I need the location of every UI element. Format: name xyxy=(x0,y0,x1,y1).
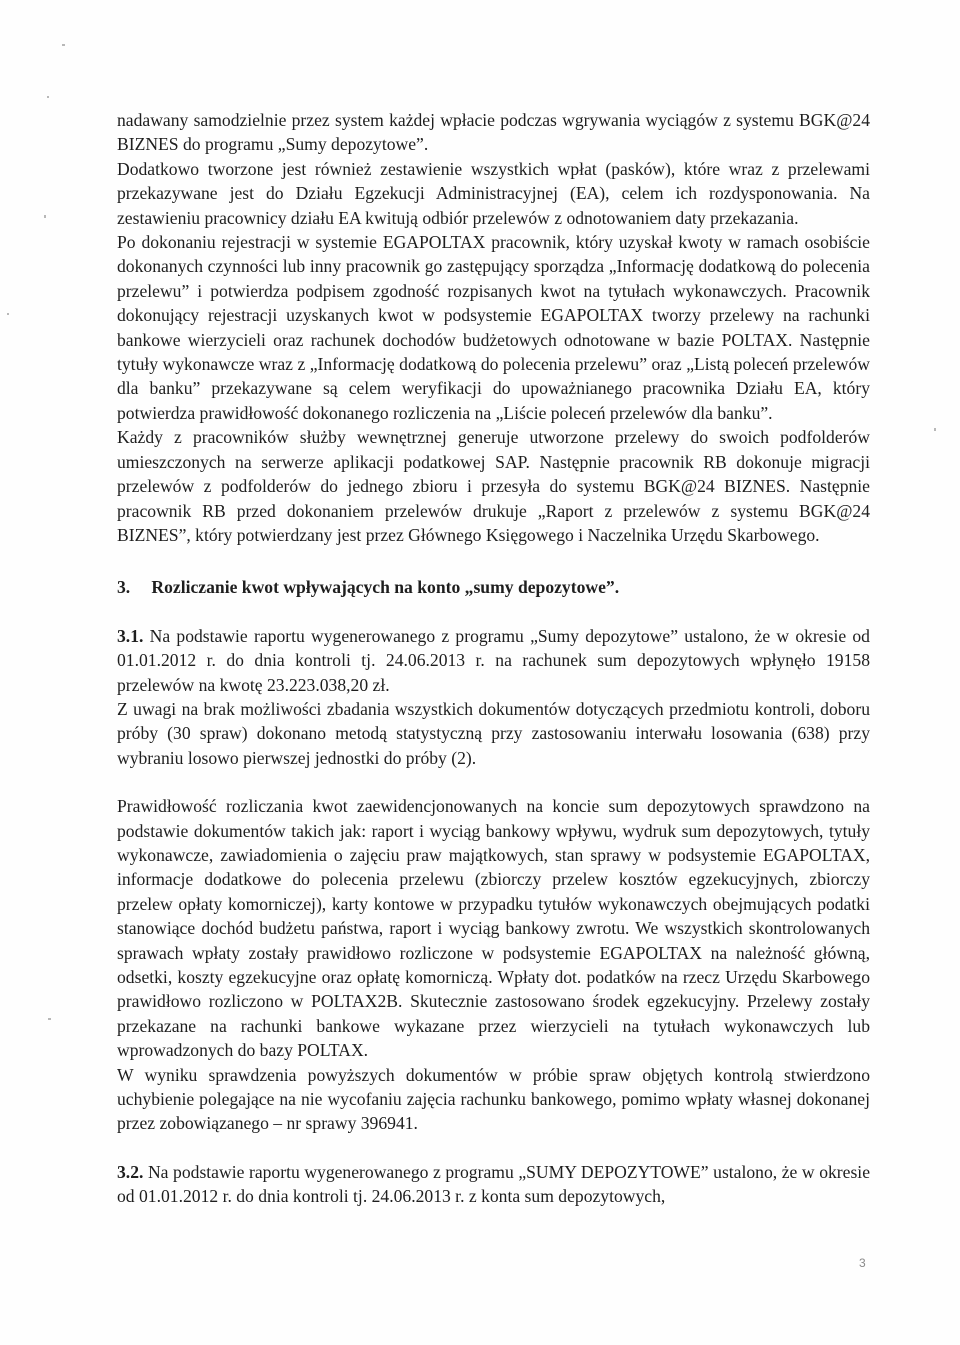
scan-speck xyxy=(62,44,65,46)
spacer xyxy=(117,770,870,794)
scan-speck xyxy=(44,215,46,218)
scan-speck xyxy=(47,96,49,98)
paragraph-5: Z uwagi na brak możliwości zbadania wszystkich dokumentów dotyczących przedmiotu kontroli, doboru próby (30 spraw) dokonano metodą statystyczną przy zastosowaniu interwału losowania (638) przy wybraniu losowo pierwszej jednostki do próby (2). xyxy=(117,698,870,768)
spacer xyxy=(117,547,870,575)
paragraph-6: Prawidłowość rozliczania kwot zaewidencjonowanych na koncie sum depozytowych sprawdzono na podstawie dokumentów takich jak: raport i wyciąg bankowy wpływu, wydruk sum depozytowych, tytuły wykonawcze, zawiadomienia o zajęciu praw majątkowych, stan sprawy w podsystemie EGAPOLTAX, informacje dodatkowe do polecenia przelewu (zbiorczy przelew kosztów egzekucyjnych, zbiorczy przelew opłaty komorniczej), karty kontowe w przypadku tytułów wykonawczych obejmujących podatki stanowiące dochód budżetu państwa, raport i wyciąg bankowy zwrotu. We wszystkich skontrolowanych sprawach wpłaty zostały prawidłowo rozliczone w podsystemie EGAPOLTAX na należność główną, odsetki, koszty egzekucyjne oraz opłatę komorniczą. Wpłaty dot. podatków na rzecz Urzędu Skarbowego prawidłowo rozliczono w POLTAX2B. Skutecznie zastosowano środek egzekucyjny. Przelewy zostały przekazane na rachunki bankowe wykazane przez wierzycieli na tytułach wykonawczych lub wprowadzonych do bazy POLTAX. xyxy=(117,796,870,1061)
scan-speck xyxy=(934,428,936,431)
subsection-3-1-number: 3.1. xyxy=(117,625,144,646)
subsection-3-2-text: Na podstawie raportu wygenerowanego z programu „SUMY DEPOZYTOWE” ustalono, że w okresie od 01.01.2012 r. do dnia kontroli tj. 24.06.2013 r. z konta sum depozytowych, xyxy=(117,1161,870,1207)
spacer xyxy=(117,1136,870,1160)
section-3-number: 3. xyxy=(117,577,131,598)
subsection-3-2-number: 3.2. xyxy=(117,1161,144,1182)
scan-speck xyxy=(7,313,9,315)
subsection-3-1 xyxy=(117,624,870,697)
paragraph-1: nadawany samodzielnie przez system każdej wpłacie podczas wgrywania wyciągów z systemu BGK@24 BIZNES do programu „Sumy depozytowe”. xyxy=(117,110,870,155)
paragraph-7: W wyniku sprawdzenia powyższych dokumentów w próbie spraw objętych kontrolą stwierdzono uchybienie polegające na nie wycofaniu zajęcia rachunku bankowego, pomimo wpłaty własnej dokonanej przez zobowiązanego – nr sprawy 396941. xyxy=(117,1064,870,1134)
section-3-title: Rozliczanie kwot wpływających na konto „sumy depozytowe”. xyxy=(151,577,620,598)
page-number: 3 xyxy=(859,1256,866,1270)
document-page xyxy=(117,108,870,1209)
spacer xyxy=(117,600,870,624)
paragraph-4: Każdy z pracowników służby wewnętrznej generuje utworzone przelewy do swoich podfolderów umieszczonych na serwerze aplikacji podatkowej SAP. Następnie pracownik RB dokonuje migracji przelewów z podfolderów do jednego zbioru i przesyła do systemu BGK@24 BIZNES. Następnie pracownik RB przed dokonaniem przelewów drukuje „Raport z przelewów z systemu BGK@24 BIZNES”, który potwierdzany jest przez Głównego Księgowego i Naczelnika Urzędu Skarbowego. xyxy=(117,427,870,545)
paragraph-3: Po dokonaniu rejestracji w systemie EGAPOLTAX pracownik, który uzyskał kwoty w ramach osobiście dokonanych czynności lub inny pracownik go zastępujący sporządza „Informację dodatkową do polecenia przelewu” i potwierdza podpisem zgodność rozpisanych kwot na tytułach wykonawczych. Pracownik dokonujący rejestracji uzyskanych kwot w podsystemie EGAPOLTAX tworzy przelewy na rachunki bankowe wierzycieli oraz rachunek dochodów budżetowych odnotowane w bazie POLTAX. Następnie tytuły wykonawcze wraz z „Informację dodatkową do polecenia przelewu” oraz „Listą poleceń przelewów dla banku” przekazywane są celem weryfikacji do upoważnianego pracownika Działu EA, który potwierdza prawidłowość dokonanego rozliczenia na „Liście poleceń przelewów dla banku”. xyxy=(117,232,870,423)
subsection-3-2 xyxy=(117,1160,870,1209)
subsection-3-1-text: Na podstawie raportu wygenerowanego z programu „Sumy depozytowe” ustalono, że w okresie od 01.01.2012 r. do dnia kontroli tj. 24.06.2013 r. na rachunek sum depozytowych wpłynęło 19158 przelewów na kwotę 23.223.038,20 zł. xyxy=(117,625,870,695)
section-3-heading xyxy=(117,575,870,599)
paragraph-2: Dodatkowo tworzone jest również zestawienie wszystkich wpłat (pasków), które wraz z przelewami przekazywane jest do Działu Egzekucji Administracyjnej (EA), celem ich rozdysponowania. Na zestawieniu pracownicy działu EA kwitują odbiór przelewów z odnotowaniem daty przekazania. xyxy=(117,158,870,228)
scan-speck xyxy=(48,1018,51,1020)
